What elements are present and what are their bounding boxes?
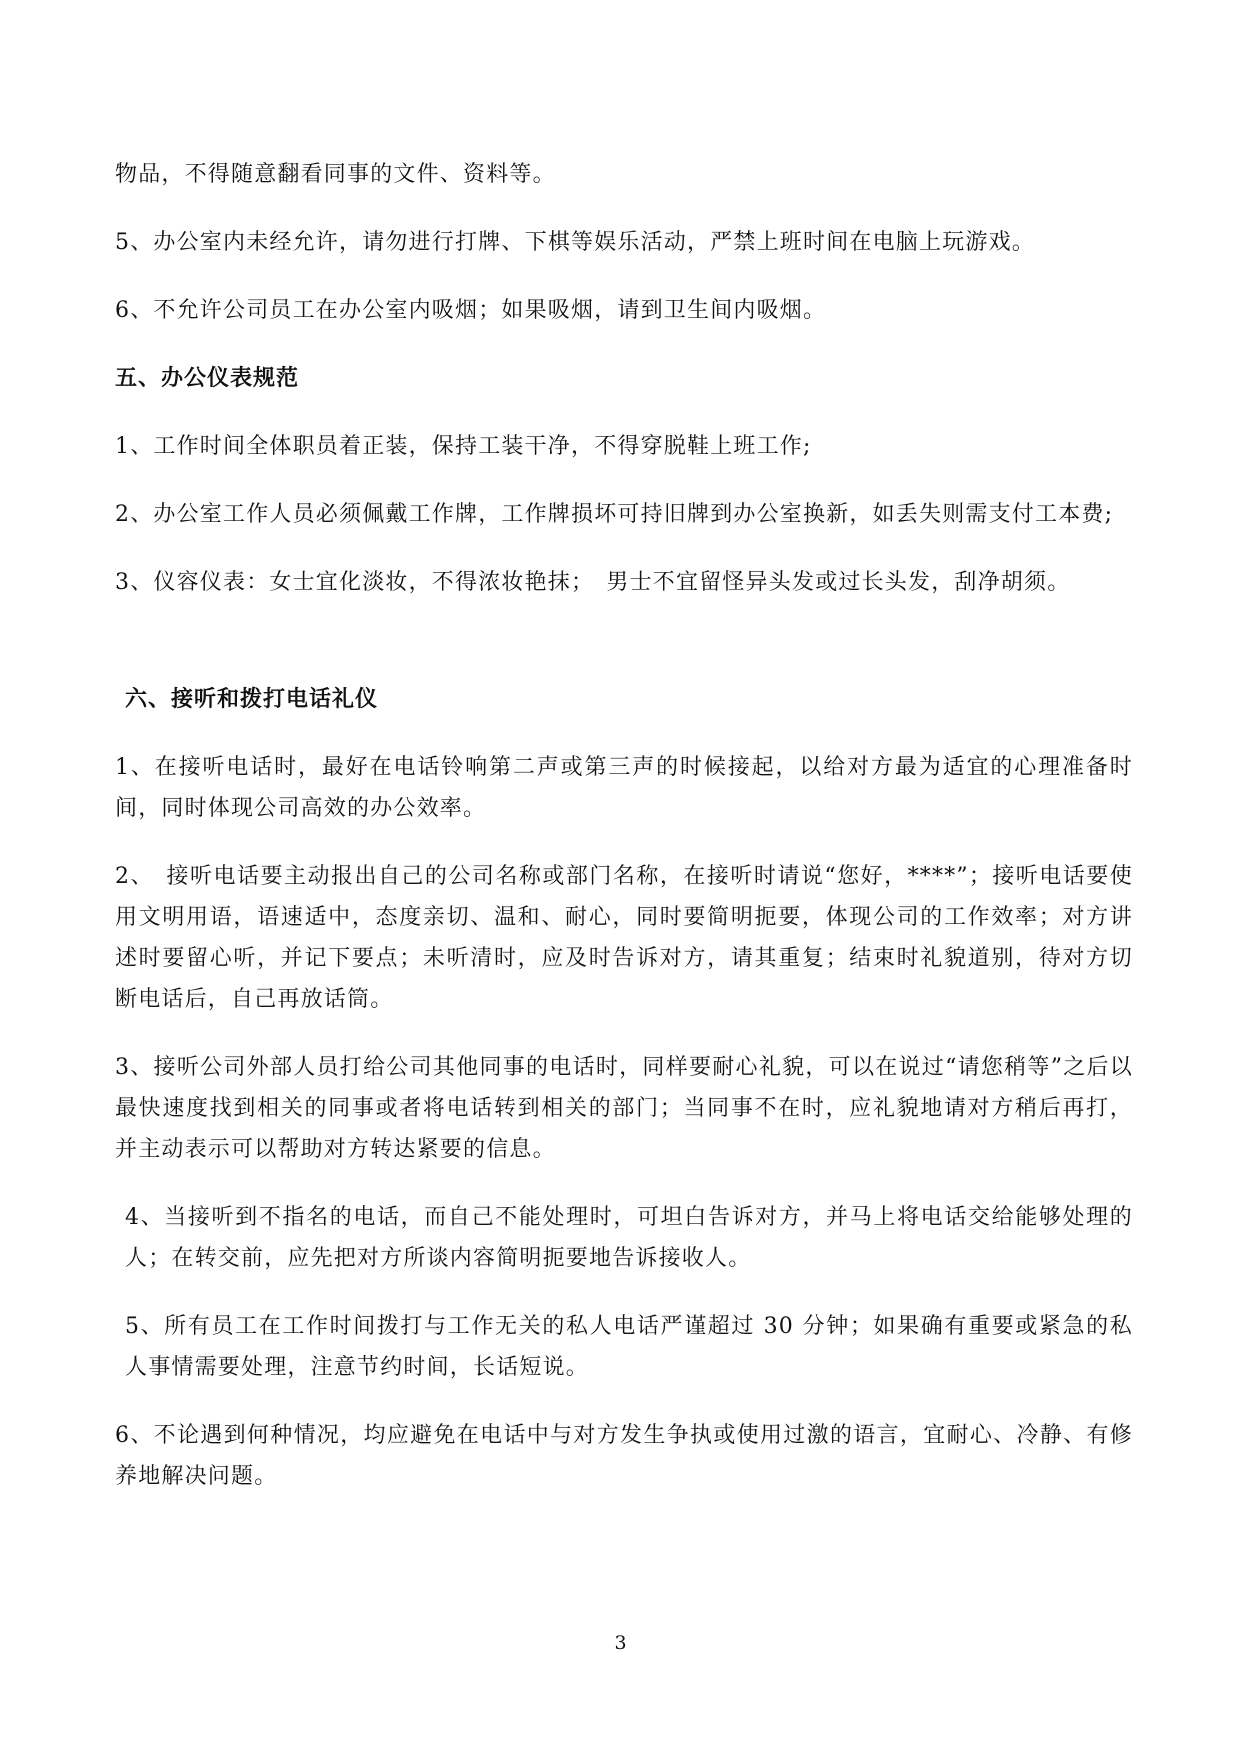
page-number: 3 xyxy=(614,1632,627,1654)
appearance-item-3: 3、仪容仪表：女士宜化淡妆，不得浓妆艳抹； 男士不宜留怪异头发或过长头发，刮净胡须。 xyxy=(115,570,1071,595)
phone-item-4: 4、当接听到不指名的电话，而自己不能处理时，可坦白告诉对方，并马上将电话交给能够处理的人；在转交前，应先把对方所谈内容简明扼要地告诉接收人。 xyxy=(125,1205,1133,1271)
section-heading-appearance: 五、办公仪表规范 xyxy=(115,366,300,391)
document-body xyxy=(115,154,1133,1524)
paragraph-continued: 物品，不得随意翻看同事的文件、资料等。 xyxy=(115,162,556,187)
phone-item-6: 6、不论遇到何种情况，均应避免在电话中与对方发生争执或使用过激的语言，宜耐心、冷静、有修养地解决问题。 xyxy=(115,1423,1133,1489)
section-heading-phone-etiquette: 六、接听和拨打电话礼仪 xyxy=(125,687,379,712)
phone-item-5: 5、所有员工在工作时间拨打与工作无关的私人电话严谨超过 30 分钟；如果确有重要或紧急的私人事情需要处理，注意节约时间，长话短说。 xyxy=(125,1314,1133,1380)
appearance-item-1: 1、工作时间全体职员着正装，保持工装干净，不得穿脱鞋上班工作; xyxy=(115,434,812,459)
phone-item-1: 1、在接听电话时，最好在电话铃响第二声或第三声的时候接起，以给对方最为适宜的心理准备时间，同时体现公司高效的办公效率。 xyxy=(115,755,1133,821)
appearance-item-2: 2、办公室工作人员必须佩戴工作牌，工作牌损坏可持旧牌到办公室换新，如丢失则需支付工本费; xyxy=(115,502,1114,527)
section-spacer xyxy=(115,630,1133,679)
rule-item-6: 6、不允许公司员工在办公室内吸烟；如果吸烟，请到卫生间内吸烟。 xyxy=(115,298,827,323)
phone-item-3: 3、接听公司外部人员打给公司其他同事的电话时，同样要耐心礼貌，可以在说过“请您稍等”之后以最快速度找到相关的同事或者将电话转到相关的部门；当同事不在时，应礼貌地请对方稍后再打，并主动表示可以帮助对方转达紧要的信息。 xyxy=(115,1055,1133,1162)
rule-item-5: 5、办公室内未经允许，请勿进行打牌、下棋等娱乐活动，严禁上班时间在电脑上玩游戏。 xyxy=(115,230,1035,255)
phone-item-2: 2、 接听电话要主动报出自己的公司名称或部门名称，在接听时请说“您好，****”；接听电话要使用文明用语，语速适中，态度亲切、温和、耐心，同时要简明扼要，体现公司的工作效率；对方讲述时要留心听，并记下要点；未听清时，应及时告诉对方，请其重复；结束时礼貌道别，待对方切断电话后，自己再放话筒。 xyxy=(115,864,1133,1012)
